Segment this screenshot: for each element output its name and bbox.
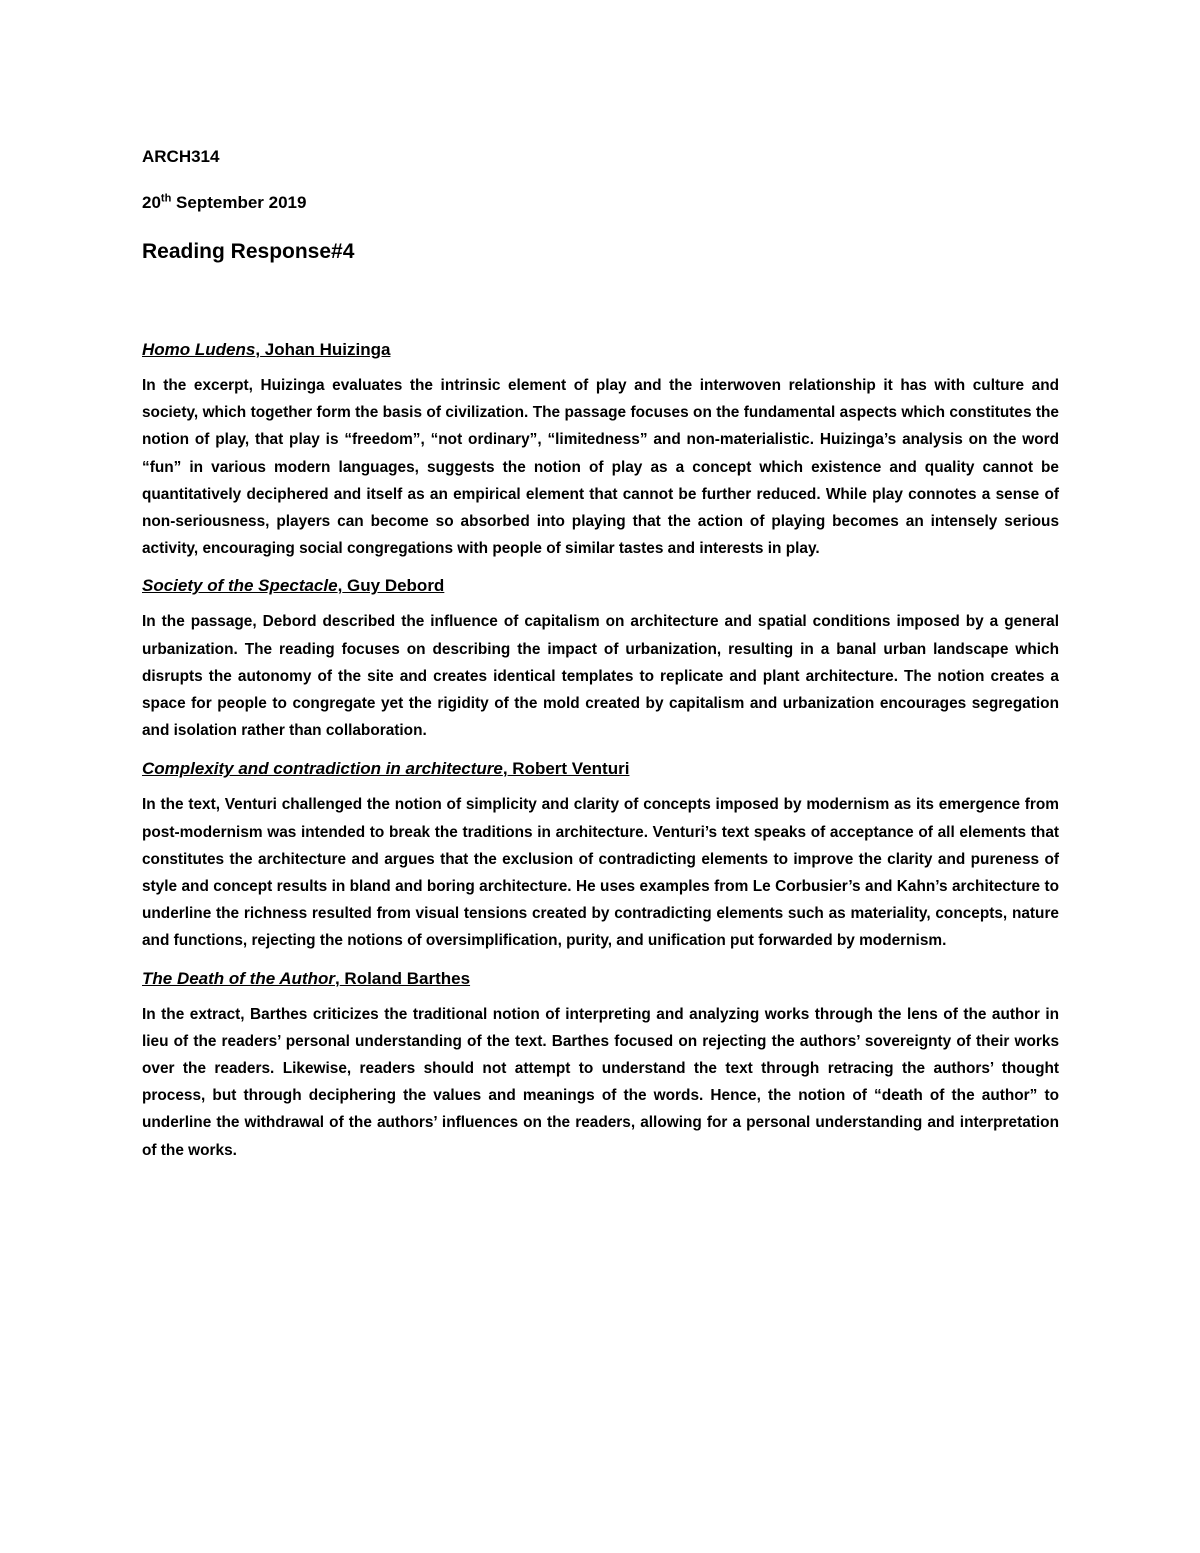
author-name: Guy Debord xyxy=(342,576,445,596)
work-title: Society of the Spectacle xyxy=(142,576,338,596)
heading-separator: , xyxy=(334,968,340,988)
reading-section-debord xyxy=(142,574,1059,744)
section-heading xyxy=(142,574,1059,598)
heading-separator: , xyxy=(255,340,261,359)
section-body: In the extract, Barthes criticizes the traditional notion of interpreting and analyzing works through the lens of the author in lieu of the readers’ personal understanding of the text. Barthes focused on rejecting the authors’ sovereignty of their works over the readers. Likewise, readers should not attempt to understand the text through retracing the authors’ thought process, but through deciphering the values and meanings of the words. Hence, the notion of “death of the author” to underline the withdrawal of the authors’ influences on the readers, allowing for a personal understanding and interpretation of the works. xyxy=(142,1005,1059,1159)
author-name: Robert Venturi xyxy=(507,759,630,779)
reading-section-barthes xyxy=(142,967,1059,1164)
heading-separator: , xyxy=(337,576,343,596)
document-content xyxy=(142,140,1059,1164)
work-title: Complexity and contradiction in architecture xyxy=(142,759,503,779)
section-body: In the text, Venturi challenged the notion of simplicity and clarity of concepts imposed by modernism as its emergence from post-modernism was intended to break the traditions in architecture. Venturi’s text speaks of acceptance of all elements that constitutes the architecture and argues that the exclusion of contradicting elements to improve the clarity and pureness of style and concept results in bland and boring architecture. He uses examples from Le Corbusier’s and Kahn’s architecture to underline the richness resulted from visual tensions created by contradicting elements such as materiality, concepts, nature and functions, rejecting the notions of oversimplification, purity, and unification put forwarded by modernism. xyxy=(142,796,1059,950)
date-month-year: September 2019 xyxy=(171,193,307,212)
date-day: 20 xyxy=(142,193,161,212)
section-body: In the passage, Debord described the influence of capitalism on architecture and spatial conditions imposed by a general urbanization. The reading focuses on describing the impact of urbanization, resulting in a banal urban landscape which disrupts the autonomy of the site and creates identical templates to replicate and plant architecture. The notion creates a space for people to congregate yet the rigidity of the mold created by capitalism and urbanization encourages segregation and isolation rather than collaboration. xyxy=(142,613,1059,740)
work-title: The Death of the Author xyxy=(142,968,335,988)
course-code: ARCH314 xyxy=(142,147,220,166)
heading-separator: , xyxy=(502,759,508,779)
reading-section-huizinga xyxy=(142,338,1059,562)
author-name: Roland Barthes xyxy=(339,968,471,988)
section-heading xyxy=(142,967,1059,991)
section-heading xyxy=(142,757,1059,781)
section-body: In the excerpt, Huizinga evaluates the intrinsic element of play and the interwoven relationship it has with culture and society, which together form the basis of civilization. The passage focuses on the fundamental aspects which constitutes the notion of play, that play is “freedom”, “not ordinary”, “limitedness” and non-materialistic. Huizinga’s analysis on the word “fun” in various modern languages, suggests the notion of play as a concept which existence and quality cannot be quantitatively deciphered and itself as an empirical element that cannot be further reduced. While play connotes a sense of non-seriousness, players can become so absorbed into playing that the action of playing becomes an intensely serious activity, encouraging social congregations with people of similar tastes and interests in play. xyxy=(142,377,1059,558)
date-ordinal-suffix: th xyxy=(160,192,172,205)
reading-section-venturi xyxy=(142,757,1059,954)
section-heading xyxy=(142,338,1059,362)
submission-date xyxy=(142,192,1059,214)
document-title: Reading Response#4 xyxy=(142,240,355,263)
author-name: Johan Huizinga xyxy=(260,340,391,359)
work-title: Homo Ludens xyxy=(142,340,256,359)
